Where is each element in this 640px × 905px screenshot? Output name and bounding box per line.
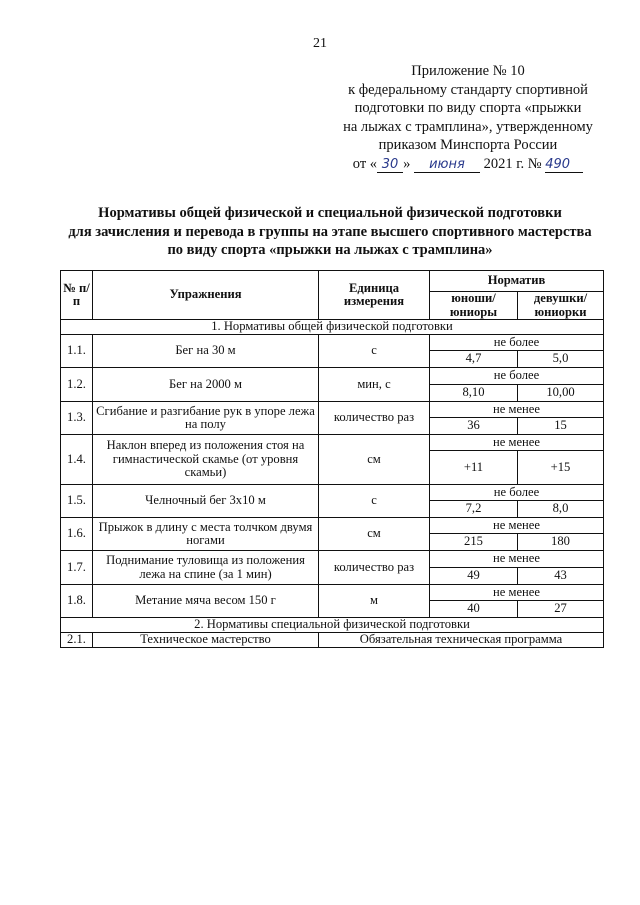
header-girls: девушки/ юниорки (518, 292, 604, 320)
appendix-line: на лыжах с трамплина», утвержденному (343, 118, 593, 135)
date-year: 2021 г. № (483, 155, 542, 172)
row-unit: см (319, 435, 430, 485)
table-row (61, 585, 604, 601)
table-row (61, 485, 604, 501)
row-num: 1.8. (61, 585, 93, 618)
row-value-girls: +15 (518, 451, 604, 485)
row-value-girls: 8,0 (518, 501, 604, 518)
row-num: 1.5. (61, 485, 93, 518)
row-value-boys: 36 (430, 418, 518, 435)
row-value-boys: 8,10 (430, 385, 518, 402)
header-boys: юноши/ юниоры (430, 292, 518, 320)
row-exercise: Челночный бег 3х10 м (93, 485, 319, 518)
row-unit: см (319, 518, 430, 551)
row-condition: не более (430, 485, 604, 501)
row-condition: не более (430, 335, 604, 351)
header-unit: Единица измерения (319, 271, 430, 320)
row-value-boys: +11 (430, 451, 518, 485)
title-line: Нормативы общей физической и специальной физической подготовки (98, 205, 562, 221)
row-exercise: Бег на 30 м (93, 335, 319, 368)
row-exercise: Поднимание туловища из положения лежа на спине (за 1 мин) (93, 551, 319, 585)
row-value-girls: 10,00 (518, 385, 604, 402)
row-exercise: Прыжок в длину с места толчком двумя ногами (93, 518, 319, 551)
row-unit: с (319, 485, 430, 518)
row-condition: не менее (430, 518, 604, 534)
date-prefix: от « (352, 155, 378, 172)
row-num: 2.1. (61, 633, 93, 648)
appendix-line: подготовки по виду спорта «прыжки (354, 100, 582, 117)
handwritten-month: июня (414, 157, 480, 173)
row-value-girls: 180 (518, 534, 604, 551)
table-row (61, 551, 604, 568)
row-num: 1.6. (61, 518, 93, 551)
table-row (61, 368, 604, 385)
row-value-girls: 43 (518, 568, 604, 585)
row-value-boys: 40 (430, 601, 518, 618)
row-value-girls: 15 (518, 418, 604, 435)
row-exercise: Бег на 2000 м (93, 368, 319, 402)
section-heading: 2. Нормативы специальной физической подготовки (61, 618, 604, 633)
appendix-block (318, 62, 618, 174)
table-row (61, 402, 604, 418)
row-value-girls: 27 (518, 601, 604, 618)
title-line: для зачисления и перевода в группы на этапе высшего спортивного мастерства (68, 223, 592, 240)
row-unit: мин, с (319, 368, 430, 402)
table-row (61, 518, 604, 534)
appendix-line: к федеральному стандарту спортивной (348, 81, 588, 98)
row-condition: не менее (430, 551, 604, 568)
row-num: 1.1. (61, 335, 93, 368)
header-norm: Норматив (430, 271, 604, 292)
date-mid: » (403, 155, 411, 172)
row-num: 1.4. (61, 435, 93, 485)
table-row (61, 435, 604, 451)
norms-table (60, 270, 604, 648)
page-number: 21 (313, 36, 327, 51)
order-date-line (318, 155, 618, 174)
table-row (61, 335, 604, 351)
row-exercise: Метание мяча весом 150 г (93, 585, 319, 618)
row-unit: с (319, 335, 430, 368)
title-line: по виду спорта «прыжки на лыжах с трамплина» (167, 242, 493, 259)
row-condition: не более (430, 368, 604, 385)
row-num: 1.3. (61, 402, 93, 435)
row-unit: м (319, 585, 430, 618)
row-value-boys: 7,2 (430, 501, 518, 518)
row-num: 1.2. (61, 368, 93, 402)
row-exercise: Сгибание и разгибание рук в упоре лежа на полу (93, 402, 319, 435)
row-num: 1.7. (61, 551, 93, 585)
row-requirement: Обязательная техническая программа (319, 633, 604, 648)
header-exercise: Упражнения (93, 271, 319, 320)
row-condition: не менее (430, 402, 604, 418)
row-exercise: Наклон вперед из положения стоя на гимнастической скамье (от уровня скамьи) (93, 435, 319, 485)
header-num: № п/п (61, 271, 93, 320)
row-value-boys: 215 (430, 534, 518, 551)
row-exercise: Техническое мастерство (93, 633, 319, 648)
document-title (40, 204, 620, 260)
handwritten-day: 30 (377, 157, 403, 173)
row-value-girls: 5,0 (518, 351, 604, 368)
row-condition: не менее (430, 585, 604, 601)
appendix-title: Приложение № 10 (411, 63, 525, 79)
table-row (61, 633, 604, 648)
row-unit: количество раз (319, 402, 430, 435)
handwritten-order-number: 490 (545, 157, 583, 173)
row-condition: не менее (430, 435, 604, 451)
appendix-line: приказом Минспорта России (378, 137, 558, 154)
row-value-boys: 4,7 (430, 351, 518, 368)
row-value-boys: 49 (430, 568, 518, 585)
row-unit: количество раз (319, 551, 430, 585)
section-heading: 1. Нормативы общей физической подготовки (61, 320, 604, 335)
